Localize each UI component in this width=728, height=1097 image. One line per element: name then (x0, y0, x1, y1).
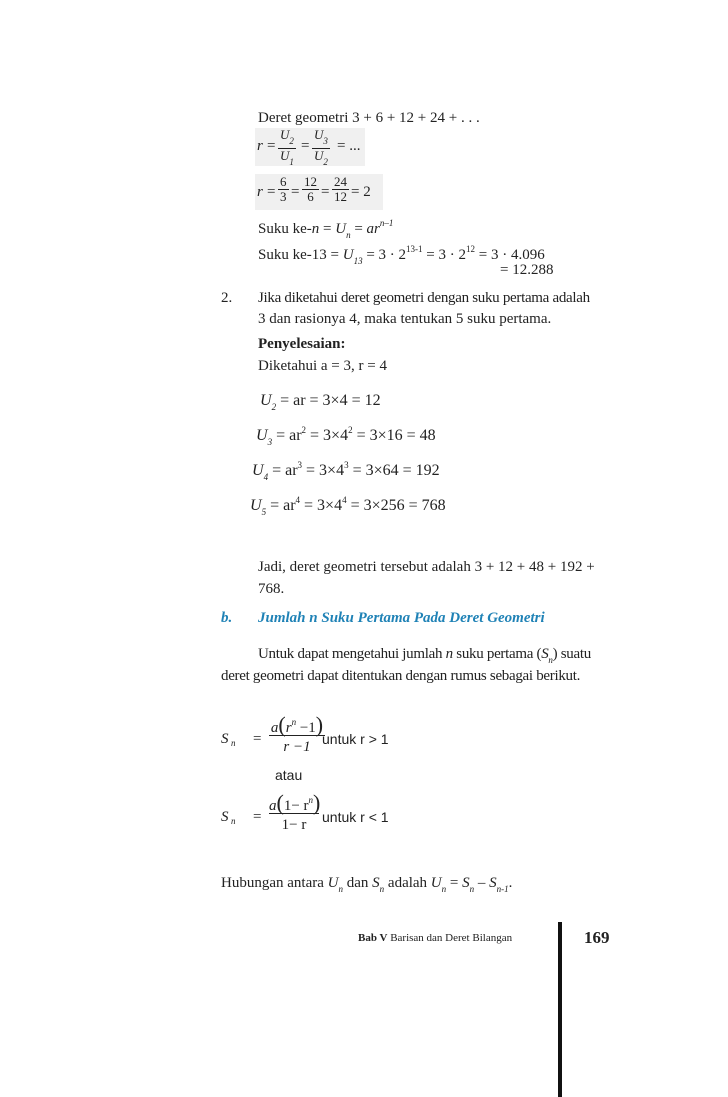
term-13-calc: Suku $ke-13 = U_{13} = 3 \cdot 2^{13-1} = 3 \cdot 2^{12} = 3 \cdot 4.096$ (258, 244, 545, 266)
footer-chapter: Bab V Barisan dan Deret Bilangan (358, 932, 513, 944)
solution-label: Penyelesaian: (258, 336, 346, 352)
footer-divider (558, 922, 562, 1097)
conclusion-line-2: 768. (258, 581, 285, 597)
conclusion-line-1: Jadi, deret geometri tersebut adalah 3 + 12 + 48 + 192 + (258, 559, 595, 575)
example-series-line: Deret geometri 3 + 6 + 12 + 24 + . . . (258, 110, 480, 126)
ratio-definition: r = $\frac{U_2}{U_1}$ = $\frac{U_3}{U_2}$ = ... (255, 128, 365, 166)
or-label: atau (275, 767, 303, 783)
term-13-result: = 12.288 (500, 262, 554, 278)
problem-number: 2. (221, 290, 233, 306)
ratio-value: r = $\frac{6}{3}$ = $\frac{12}{6}$ = $\frac{24}{12}$ = 2 (255, 174, 383, 210)
problem-text-2: 3 dan rasionya 4, maka tentukan 5 suku pertama. (258, 311, 552, 327)
section-letter: b. (221, 610, 233, 626)
term-u3: $U_3 = ar^2 = 3\times 4^2 = 3\times 16 = 48$ (256, 425, 436, 447)
sum-formula-r-greater-1: S n = $a(r^n -1)$ r −1 untuk r > 1 (221, 712, 389, 755)
section-paragraph-2: deret geometri dapat ditentukan dengan rumus sebagai berikut. (221, 668, 581, 684)
page-number: 169 (584, 928, 610, 947)
term-u5: $U_5 = ar^4 = 3\times 4^4 = 3\times 256 = 768$ (250, 495, 446, 517)
problem-text-1: Jika diketahui deret geometri dengan suku pertama adalah (258, 290, 590, 306)
nth-term-formula: Suku $ke-n = U_n = ar^{n-1}$ (258, 218, 394, 240)
term-u4: $U_4 = ar^3 = 3\times 4^3 = 3\times 64 = 192$ (252, 460, 440, 482)
known-values: Diketahui a = 3, r = 4 (258, 358, 387, 374)
section-title: Jumlah n Suku Pertama Pada Deret Geometri (258, 610, 545, 626)
relation-line: Hubungan antara $U_n$ dan $S_n$ adalah $U_n = S_n - S_{n-1}$. (221, 875, 513, 894)
sum-formula-r-less-1: S n = $a(1- r^n)$ 1− r untuk r < 1 (221, 790, 389, 833)
term-u2: $U_2$ = ar = 3×4 = 12 (260, 392, 381, 412)
section-paragraph-1: Untuk dapat mengetahui jumlah n suku pertama $(S_n)$ suatu (258, 646, 591, 665)
